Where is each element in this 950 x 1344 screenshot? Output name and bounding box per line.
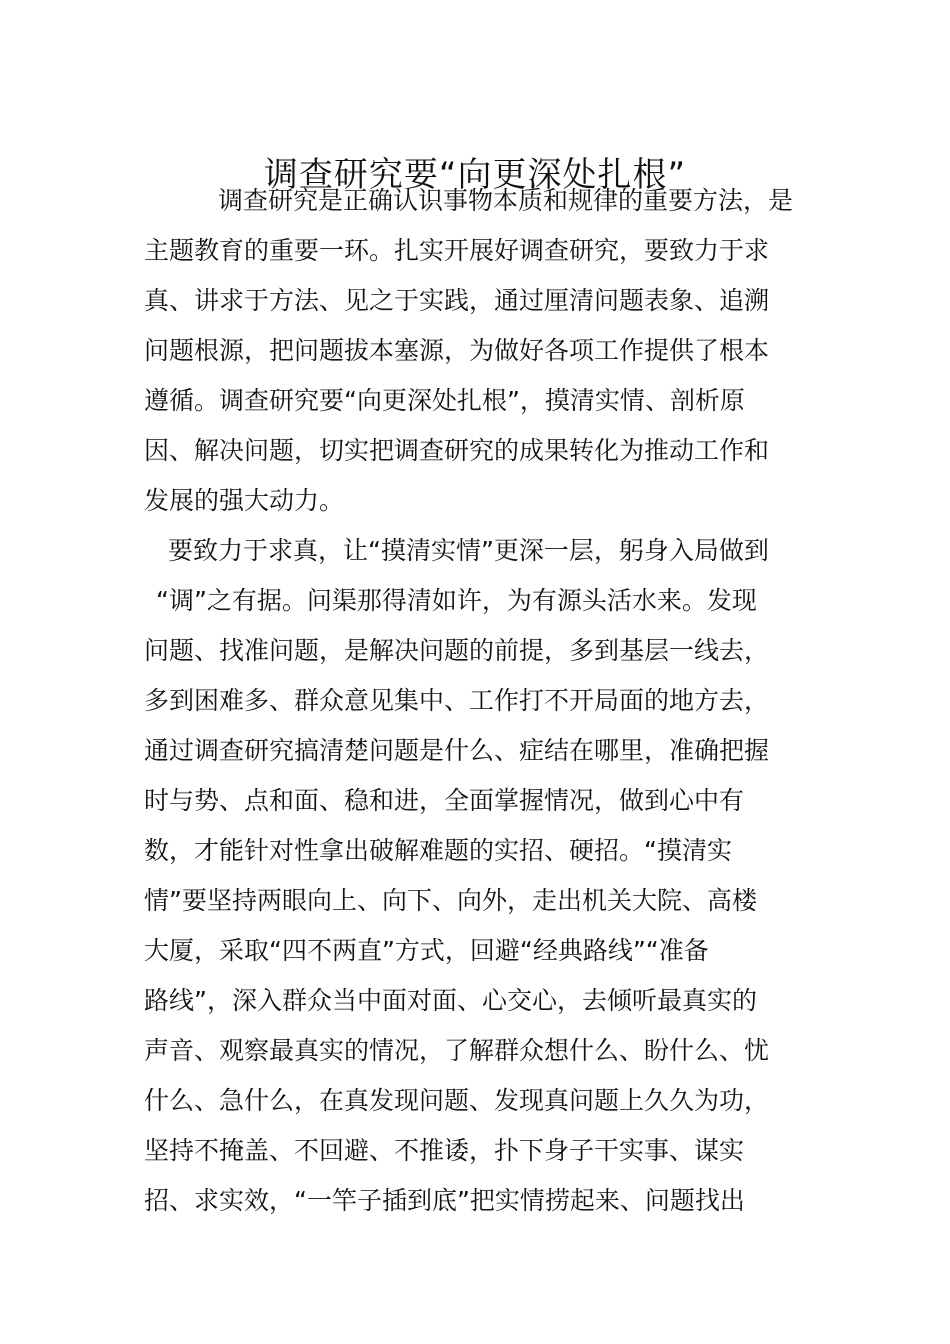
paragraph-2-line-1: 要致力于求真，让“摸清实情”更深一层，躬身入局做到 [168, 536, 769, 565]
paragraph-2-line-2: “调”之有据。问渠那得清如许，为有源头活水来。发现 [156, 586, 757, 615]
paragraph-2-line-11: 声音、观察最真实的情况，了解群众想什么、盼什么、忧 [144, 1036, 770, 1065]
paragraph-2-line-3: 问题、找准问题，是解决问题的前提，多到基层一线去， [144, 636, 770, 665]
paragraph-2-line-13: 坚持不掩盖、不回避、不推诿，扑下身子干实事、谋实 [144, 1136, 745, 1165]
paragraph-2-line-9: 大厦，采取“四不两直”方式，回避“经典路线”“准备 [144, 936, 709, 965]
document-body [144, 176, 808, 1226]
paragraph-2-line-6: 时与势、点和面、稳和进，全面掌握情况，做到心中有 [144, 786, 745, 815]
paragraph-1 [144, 176, 808, 526]
paragraph-1-line-5: 遵循。调查研究要“向更深处扎根”，摸清实情、剖析原 [144, 386, 745, 415]
paragraph-2-line-14: 招、求实效，“一竿子插到底”把实情捞起来、问题找出 [144, 1186, 745, 1215]
document-title: 调查研究要“向更深处扎根” [263, 154, 687, 195]
paragraph-2-line-8: 情”要坚持两眼向上、向下、向外，走出机关大院、高楼 [144, 886, 757, 915]
paragraph-2-line-4: 多到困难多、群众意见集中、工作打不开局面的地方去， [144, 686, 770, 715]
paragraph-1-line-4: 问题根源，把问题拔本塞源，为做好各项工作提供了根本 [144, 336, 770, 365]
paragraph-2-line-7: 数，才能针对性拿出破解难题的实招、硬招。“摸清实 [144, 836, 732, 865]
paragraph-1-line-7: 发展的强大动力。 [144, 486, 345, 515]
paragraph-2-line-10: 路线”，深入群众当中面对面、心交心，去倾听最真实的 [144, 986, 757, 1015]
paragraph-2 [144, 526, 808, 1226]
paragraph-2-line-5: 通过调查研究搞清楚问题是什么、症结在哪里，准确把握 [144, 736, 770, 765]
paragraph-1-line-6: 因、解决问题，切实把调查研究的成果转化为推动工作和 [144, 436, 770, 465]
paragraph-1-line-1: 调查研究是正确认识事物本质和规律的重要方法，是 [218, 186, 794, 215]
paragraph-1-line-3: 真、讲求于方法、见之于实践，通过厘清问题表象、追溯 [144, 286, 770, 315]
paragraph-2-line-12: 什么、急什么，在真发现问题、发现真问题上久久为功， [144, 1086, 770, 1115]
paragraph-1-line-2: 主题教育的重要一环。扎实开展好调查研究，要致力于求 [144, 236, 770, 265]
